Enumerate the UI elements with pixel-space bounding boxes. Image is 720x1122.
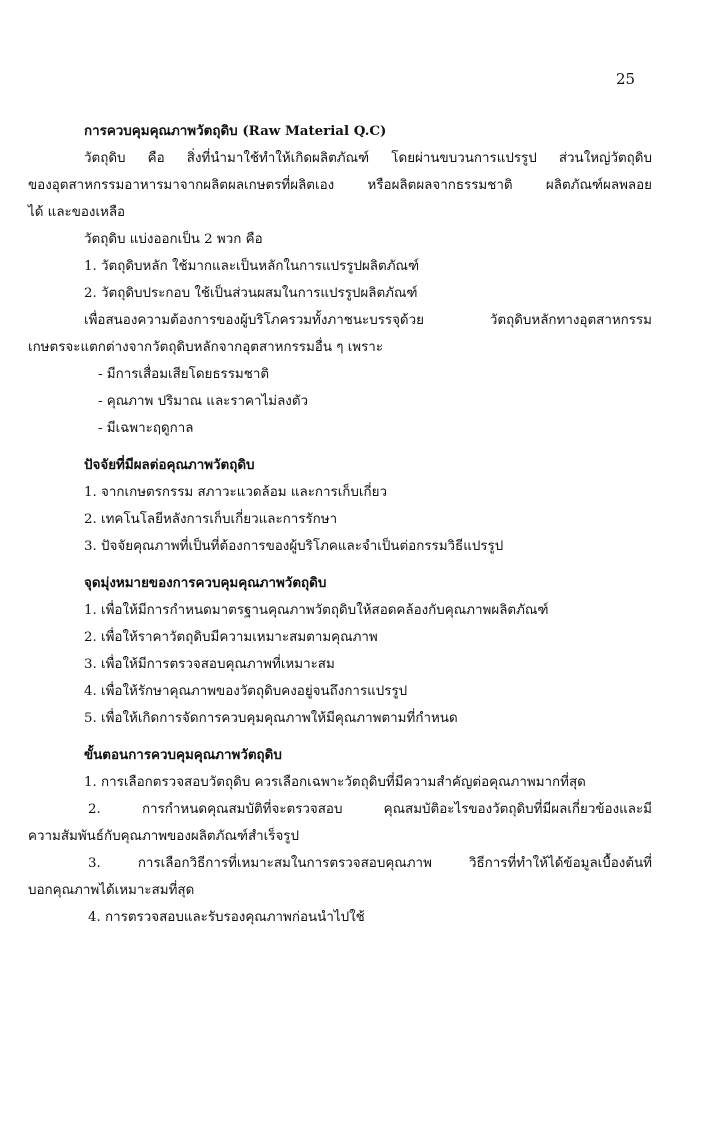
objective-item-4: 4. เพื่อให้รักษาคุณภาพของวัตถุดิบคงอยู่จนถึงการแปรรูป: [84, 684, 408, 699]
section-heading-factors: ปัจจัยที่มีผลต่อคุณภาพวัตถุดิบ: [84, 457, 255, 473]
section-heading-raw-material-qc: การควบคุมคุณภาพวัตถุดิบ (Raw Material Q.C): [84, 123, 387, 139]
division-intro: วัตถุดิบ แบ่งออกเป็น 2 พวก คือ: [84, 232, 263, 247]
step-item-1: 1. การเลือกตรวจสอบวัตถุดิบ ควรเลือกเฉพาะวัตถุดิบที่มีความสำคัญต่อคุณภาพมากที่สุด: [84, 775, 586, 790]
step-item-2-line-2: ความสัมพันธ์กับคุณภาพของผลิตภัณฑ์สำเร็จรูป: [28, 829, 299, 844]
reason-item-3: - มีเฉพาะฤดูกาล: [98, 421, 194, 436]
definition-line-3: ได้ และของเหลือ: [28, 205, 126, 220]
difference-line-2: เกษตรจะแตกต่างจากวัตถุดิบหลักจากอุตสาหกรรมอื่น ๆ เพราะ: [28, 340, 384, 355]
objective-item-2: 2. เพื่อให้ราคาวัตถุดิบมีความเหมาะสมตามคุณภาพ: [84, 630, 378, 645]
difference-line-1: เพื่อสนองความต้องการของผู้บริโภครวมทั้งภาชนะบรรจุด้วย วัตถุดิบหลักทางอุตสาหกรรม: [84, 313, 652, 328]
section-heading-steps: ขั้นตอนการควบคุมคุณภาพวัตถุดิบ: [84, 747, 282, 763]
definition-line-1: วัตถุดิบ คือ สิ่งที่นำมาใช้ทำให้เกิดผลิตภัณฑ์ โดยผ่านขบวนการแปรรูป ส่วนใหญ่วัตถุดิบ: [84, 151, 652, 166]
step-item-2-line-1: 2. การกำหนดคุณสมบัติที่จะตรวจสอบ คุณสมบัติอะไรของวัตถุดิบที่มีผลเกี่ยวข้องและมี: [88, 802, 652, 817]
objective-item-5: 5. เพื่อให้เกิดการจัดการควบคุมคุณภาพให้มีคุณภาพตามที่กำหนด: [84, 711, 458, 726]
step-item-3-line-1: 3. การเลือกวิธีการที่เหมาะสมในการตรวจสอบคุณภาพ วิธีการที่ทำให้ได้ข้อมูลเบื้องต้นที่: [88, 856, 652, 871]
factor-item-3: 3. ปัจจัยคุณภาพที่เป็นที่ต้องการของผู้บริโภคและจำเป็นต่อกรรมวิธีแปรรูป: [84, 539, 504, 554]
division-item-1: 1. วัตถุดิบหลัก ใช้มากและเป็นหลักในการแปรรูปผลิตภัณฑ์: [84, 259, 420, 274]
factor-item-1: 1. จากเกษตรกรรม สภาวะแวดล้อม และการเก็บเกี่ยว: [84, 485, 387, 500]
step-item-3-line-2: บอกคุณภาพได้เหมาะสมที่สุด: [28, 883, 195, 898]
document-body: [28, 118, 652, 931]
factor-item-2: 2. เทคโนโลยีหลังการเก็บเกี่ยวและการรักษา: [84, 512, 338, 527]
division-item-2: 2. วัตถุดิบประกอบ ใช้เป็นส่วนผสมในการแปรรูปผลิตภัณฑ์: [84, 286, 418, 301]
reason-item-1: - มีการเสื่อมเสียโดยธรรมชาติ: [98, 367, 270, 382]
page-number: 25: [616, 70, 636, 88]
step-item-4: 4. การตรวจสอบและรับรองคุณภาพก่อนนำไปใช้: [88, 910, 365, 925]
objective-item-1: 1. เพื่อให้มีการกำหนดมาตรฐานคุณภาพวัตถุดิบให้สอดคล้องกับคุณภาพผลิตภัณฑ์: [84, 603, 549, 618]
reason-item-2: - คุณภาพ ปริมาณ และราคาไม่ลงตัว: [98, 394, 309, 409]
objective-item-3: 3. เพื่อให้มีการตรวจสอบคุณภาพที่เหมาะสม: [84, 657, 335, 672]
section-heading-objectives: จุดมุ่งหมายของการควบคุมคุณภาพวัตถุดิบ: [84, 575, 327, 591]
definition-line-2: ของอุตสาหกรรมอาหารมาจากผลิตผลเกษตรที่ผลิตเอง หรือผลิตผลจากธรรมชาติ ผลิตภัณฑ์ผลพลอย: [28, 178, 652, 193]
